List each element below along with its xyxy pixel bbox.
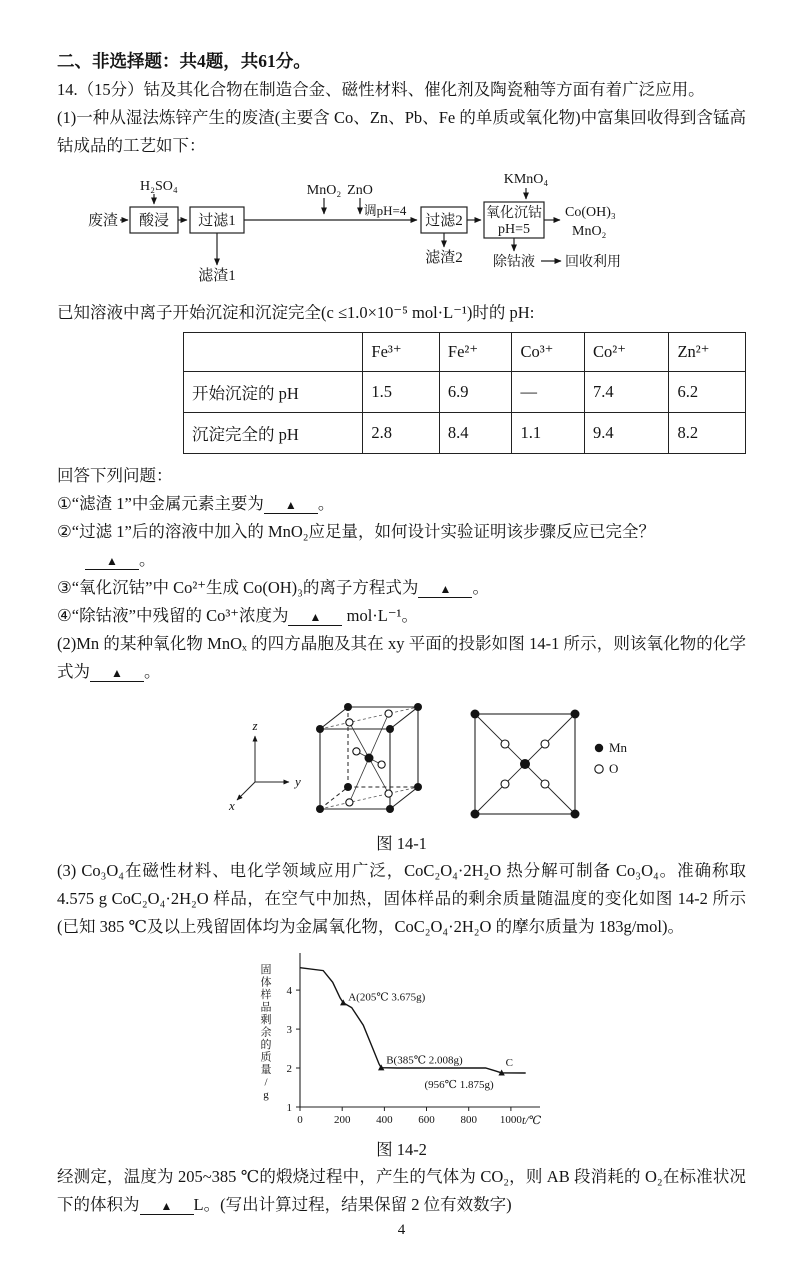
flow-oxidize-label-2: pH=5 [497, 222, 531, 237]
cell: 1.1 [512, 413, 585, 454]
tga-xlabel: t/℃ [521, 1115, 541, 1127]
process-flowchart-svg [85, 168, 675, 290]
crystal-legend [595, 740, 628, 776]
process-flowchart [85, 168, 746, 295]
flow-h2so4-label: H₂SO₄ [140, 179, 178, 194]
svg-text:3: 3 [286, 1024, 292, 1037]
flow-labels [88, 172, 621, 284]
svg-text:0: 0 [296, 1114, 303, 1126]
page-number: 4 [397, 1222, 406, 1238]
ph-header-zn2: Zn²⁺ [669, 333, 746, 372]
svg-text:1000: 1000 [499, 1114, 522, 1126]
question-2-text: ②“过滤 1”后的溶液中加入的 MnO₂应足量，如何设计实验证明该步骤反应已完全？ [57, 522, 656, 541]
question-2 [57, 518, 746, 546]
unit-cell-diagram [316, 703, 422, 813]
flow-adjust-ph-label: 调pH=4 [363, 203, 407, 218]
answer-blank-4: ▲ [288, 610, 342, 626]
questions-intro: 回答下列问题： [57, 466, 173, 485]
answer-blank-3: ▲ [418, 582, 472, 598]
answer-blank-5: ▲ [90, 666, 144, 682]
legend-mn-label: Mn [609, 740, 628, 755]
flow-filter1-label: 过滤1 [198, 213, 236, 229]
answer-blank-1: ▲ [264, 498, 318, 514]
question-2-answer-line [85, 546, 746, 574]
ph-table-row-complete [184, 413, 746, 454]
q14-stem: 14.（15分）钴及其化合物在制造合金、磁性材料、催化剂及陶瓷釉等方面有着广泛应用。 [57, 80, 705, 99]
question-1-text: ①“滤渣 1”中金属元素主要为 [57, 494, 264, 513]
flow-oxidize-label-1: 氧化沉钴 [486, 206, 542, 221]
row-label-start: 开始沉淀的 pH [184, 372, 363, 413]
flow-product2-label: MnO₂ [572, 224, 607, 239]
figure-14-2-caption: 图 14-2 [376, 1140, 427, 1159]
cell: 8.4 [439, 413, 512, 454]
question-1-end: 。 [317, 494, 335, 513]
tga-points [340, 992, 513, 1091]
axes-icon [237, 736, 289, 800]
answer-blank-2: ▲ [85, 554, 139, 570]
question-2-end: 。 [139, 550, 156, 569]
ph-table [183, 332, 746, 454]
axis-x-label: x [229, 798, 235, 813]
ph-table-row-start [184, 372, 746, 413]
part2-end: 。 [144, 662, 161, 681]
flow-byproduct-label: 除钴液 [493, 255, 535, 270]
tga-ylabel: 固体样品剩余的质量/ g [260, 964, 271, 1101]
legend-o-label: O [609, 761, 619, 776]
q14-part1: (1)一种从湿法炼锌产生的废渣(主要含 Co、Zn、Pb、Fe 的单质或氧化物)中富集回收得到含锰高钴成品的工艺如下： [57, 108, 746, 155]
cell: 7.4 [585, 372, 669, 413]
row-label-complete: 沉淀完全的 pH [184, 413, 363, 454]
final-question-text: 经测定，温度为 205~385 ℃的煅烧过程中，产生的气体为 CO₂，则 AB 段消耗的 O₂在标准状况下的体积为 [57, 1167, 746, 1214]
final-question [57, 1163, 746, 1219]
final-question-end: L。(写出计算过程，结果保留 2 位有效数字) [193, 1195, 512, 1214]
part2-text: (2)Mn 的某种氧化物 MnOₓ 的四方晶胞及其在 xy 平面的投影如图 14-1 所示，则该氧化物的化学式为 [57, 634, 746, 681]
svg-text:600: 600 [417, 1114, 435, 1126]
svg-text:800: 800 [459, 1114, 477, 1126]
cell: 8.2 [669, 413, 746, 454]
svg-text:200: 200 [333, 1114, 350, 1126]
legend-o-icon [595, 765, 603, 773]
flow-mno2-label: MnO₂ [306, 183, 342, 198]
flow-product1-label: Co(OH)₃ [565, 205, 616, 220]
ph-header-co3: Co³⁺ [512, 333, 585, 372]
flow-residue2-label: 滤渣2 [425, 250, 463, 266]
figure-14-2 [57, 947, 746, 1137]
ph-header-fe3: Fe³⁺ [363, 333, 440, 372]
question-3-end: 。 [472, 578, 489, 597]
crystal-figure-svg [225, 694, 645, 826]
flow-filter2-label: 过滤2 [425, 213, 463, 229]
tga-axes [300, 953, 540, 1107]
table-intro: 已知溶液中离子开始沉淀和沉淀完全(c ≤1.0×10⁻⁵ mol·L⁻¹)时的 pH: [57, 303, 535, 322]
question-4 [57, 602, 746, 630]
question-3 [57, 574, 746, 602]
q14-part3: (3) Co₃O₄在磁性材料、电化学领域应用广泛，CoC₂O₄·2H₂O 热分解可制备 Co₃O₄。准确称取 4.575 g CoC₂O₄·2H₂O 样品，在空气中加热，固体样品的剩余质量随温度的变化如图 14-2 所示(已知 385 ℃及以上残留固体均为金属氧化物，CoC₂O₄·2H₂O 的摩尔质量为 183g/mol)。 [57, 861, 746, 936]
flow-recycle-label: 回收利用 [565, 255, 621, 270]
ph-header-fe2: Fe²⁺ [439, 333, 512, 372]
figure-14-1 [225, 694, 746, 831]
figure-14-1-caption: 图 14-1 [376, 834, 427, 853]
ph-header-empty [184, 333, 363, 372]
svg-text:400: 400 [375, 1114, 393, 1126]
svg-text:A(205℃ 3.675g): A(205℃ 3.675g) [347, 991, 425, 1004]
flow-leach-label: 酸浸 [138, 213, 170, 229]
cell: — [512, 372, 585, 413]
axis-z-label: z [252, 718, 258, 733]
axis-y-label: y [295, 774, 301, 789]
flow-lines [120, 188, 561, 265]
cell: 6.2 [669, 372, 746, 413]
cell: 2.8 [363, 413, 440, 454]
projection-diagram [471, 710, 580, 819]
q14-part2 [57, 630, 746, 686]
cell: 6.9 [439, 372, 512, 413]
legend-mn-icon [595, 744, 603, 752]
svg-text:C: C [505, 1056, 513, 1069]
flow-zno-label: ZnO [347, 183, 373, 198]
flow-residue1-label: 滤渣1 [198, 268, 236, 284]
question-1 [57, 490, 746, 518]
svg-text:B(385℃ 2.008g): B(385℃ 2.008g) [385, 1054, 463, 1067]
svg-text:(956℃ 1.875g): (956℃ 1.875g) [423, 1078, 494, 1091]
flow-input-label: 废渣 [87, 213, 119, 229]
ph-header-co2: Co²⁺ [585, 333, 669, 372]
flow-kmno4-label: KMnO₄ [503, 172, 549, 187]
answer-blank-6: ▲ [140, 1199, 194, 1215]
svg-text:4: 4 [286, 985, 292, 998]
question-3-text: ③“氧化沉钴”中 Co²⁺生成 Co(OH)₃的离子方程式为 [57, 578, 419, 597]
tga-chart [252, 947, 552, 1132]
page-footer [57, 1222, 746, 1287]
cell: 1.5 [363, 372, 440, 413]
question-4-text: ④“除钴液”中残留的 Co³⁺浓度为 [57, 606, 289, 625]
section-header: 二、非选择题：共4题，共61分。 [57, 51, 311, 71]
svg-text:2: 2 [286, 1063, 292, 1075]
ph-table-header-row [184, 333, 746, 372]
svg-text:1: 1 [286, 1102, 292, 1114]
question-4-end: mol·L⁻¹。 [342, 606, 419, 625]
cell: 9.4 [585, 413, 669, 454]
